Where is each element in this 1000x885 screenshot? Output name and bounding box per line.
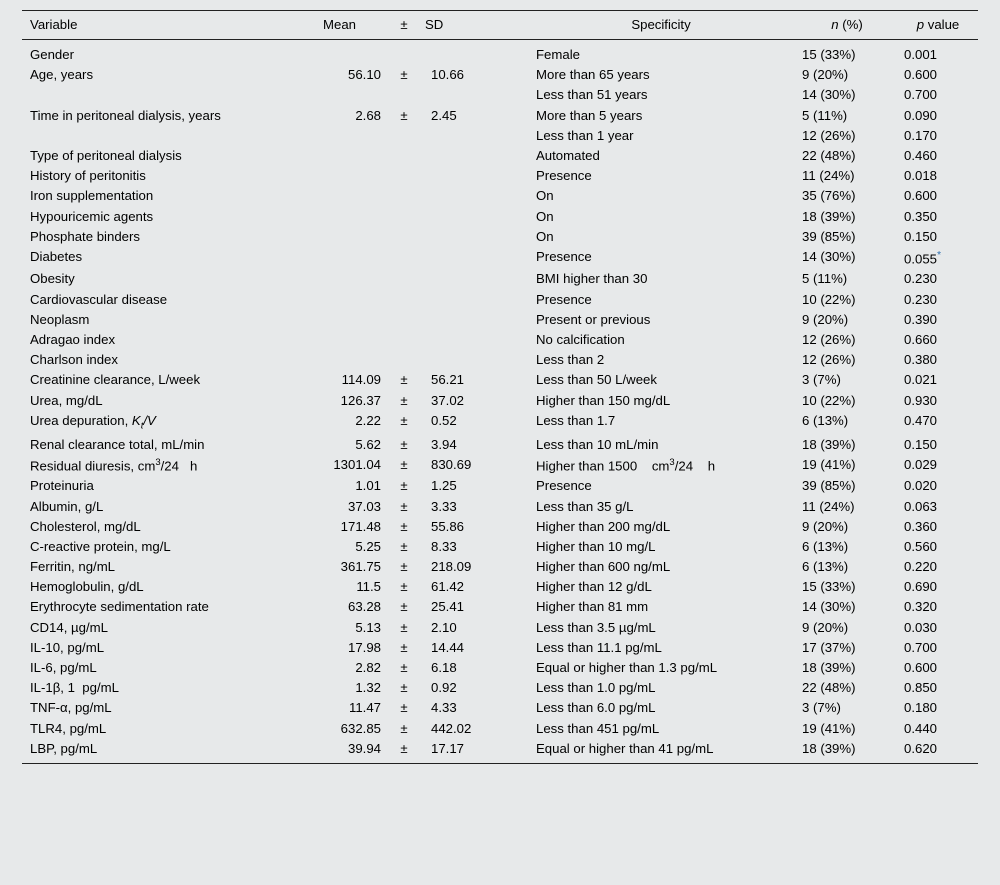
cell-mean: 1.01	[355, 478, 381, 494]
cell-mean	[292, 350, 387, 370]
cell-p-value: 0.020	[904, 478, 938, 494]
cell-specificity: Higher than 12 g/dL	[536, 579, 652, 595]
cell-p-value: 0.063	[904, 498, 938, 514]
cell-specificity: Less than 1 year	[536, 127, 634, 143]
cell-p-value: 0.350	[904, 208, 938, 224]
table-body	[22, 40, 978, 764]
cell-specificity: On	[536, 208, 554, 224]
cell-plusminus: ±	[400, 720, 408, 736]
cell-variable: LBP, pg/mL	[30, 740, 98, 756]
cell-plusminus: ±	[400, 412, 408, 428]
cell-specificity: Presence	[536, 478, 592, 494]
table-row	[22, 166, 978, 186]
cell-variable: IL-1β, 1 pg/mL	[30, 680, 119, 696]
cell-variable: Hypouricemic agents	[30, 208, 154, 224]
cell-n-percent: 18 (39%)	[802, 660, 856, 676]
cell-sd	[421, 145, 526, 165]
cell-variable: Erythrocyte sedimentation rate	[30, 599, 209, 615]
cell-mean	[292, 125, 387, 145]
table-row	[22, 125, 978, 145]
table-row	[22, 329, 978, 349]
cell-n-percent: 14 (30%)	[802, 599, 856, 615]
cell-variable: Cholesterol, mg/dL	[30, 518, 141, 534]
table-row	[22, 597, 978, 617]
cell-specificity: Higher than 10 mg/L	[536, 538, 656, 554]
cell-p-value: 0.320	[904, 599, 938, 615]
cell-specificity: More than 65 years	[536, 67, 650, 83]
table-row	[22, 105, 978, 125]
cell-plusminus: ±	[400, 372, 408, 388]
cell-n-percent: 10 (22%)	[802, 291, 856, 307]
cell-n-percent: 17 (37%)	[802, 639, 856, 655]
cell-variable: Charlson index	[30, 352, 118, 368]
cell-specificity: Higher than 150 mg/dL	[536, 392, 671, 408]
cell-p-value: 0.230	[904, 271, 938, 287]
cell-plusminus: ±	[400, 538, 408, 554]
cell-plusminus	[387, 329, 421, 349]
cell-p-value: 0.150	[904, 228, 938, 244]
cell-variable: Albumin, g/L	[30, 498, 104, 514]
table-row	[22, 40, 978, 65]
cell-n-percent: 22 (48%)	[802, 147, 856, 163]
cell-sd: 218.09	[431, 559, 472, 575]
cell-p-value: 0.090	[904, 107, 938, 123]
cell-n-percent: 3 (7%)	[802, 700, 841, 716]
cell-p-value: 0.030	[904, 619, 938, 635]
cell-mean	[292, 145, 387, 165]
cell-variable: CD14, µg/mL	[30, 619, 108, 635]
cell-n-percent: 39 (85%)	[802, 478, 856, 494]
cell-sd	[421, 329, 526, 349]
cell-variable: Diabetes	[30, 248, 83, 264]
cell-variable: Proteinuria	[30, 478, 94, 494]
cell-specificity: Equal or higher than 1.3 pg/mL	[536, 660, 718, 676]
cell-sd: 25.41	[431, 599, 465, 615]
cell-n-percent: 19 (41%)	[802, 720, 856, 736]
column-header-specificity: Specificity	[526, 11, 796, 40]
cell-sd: 0.92	[431, 680, 457, 696]
cell-specificity: Less than 451 pg/mL	[536, 720, 660, 736]
cell-p-value: 0.170	[904, 127, 938, 143]
cell-variable: Neoplasm	[30, 311, 90, 327]
table-row	[22, 637, 978, 657]
table-row	[22, 617, 978, 637]
table-row	[22, 85, 978, 105]
cell-n-percent: 14 (30%)	[802, 87, 856, 103]
cell-mean: 2.22	[355, 412, 381, 428]
cell-variable: Urea depuration, $K_t/V$	[30, 412, 156, 432]
cell-sd	[421, 166, 526, 186]
cell-specificity: More than 5 years	[536, 107, 643, 123]
cell-mean	[292, 309, 387, 329]
cell-mean: 2.68	[355, 107, 381, 123]
cell-specificity: On	[536, 188, 554, 204]
cell-n-percent: 15 (33%)	[802, 579, 856, 595]
table-row	[22, 698, 978, 718]
cell-specificity: Presence	[536, 248, 592, 264]
column-header-variable: Variable	[22, 11, 292, 40]
cell-sd	[421, 85, 526, 105]
table-row	[22, 410, 978, 434]
cell-plusminus: ±	[400, 619, 408, 635]
cell-p-value: 0.690	[904, 579, 938, 595]
cell-p-value: 0.001	[904, 47, 938, 62]
cell-plusminus	[387, 350, 421, 370]
cell-plusminus	[387, 85, 421, 105]
cell-sd	[421, 289, 526, 309]
cell-n-percent: 18 (39%)	[802, 740, 856, 756]
cell-mean: 1301.04	[333, 456, 381, 472]
cell-sd	[421, 309, 526, 329]
cell-mean	[292, 40, 387, 65]
cell-variable: Time in peritoneal dialysis, years	[30, 107, 221, 123]
cell-sd: 2.45	[431, 107, 457, 123]
cell-variable: IL-6, pg/mL	[30, 660, 97, 676]
cell-sd	[421, 40, 526, 65]
cell-sd: 14.44	[431, 639, 465, 655]
cell-variable: C-reactive protein, mg/L	[30, 538, 171, 554]
column-header-sd: SD	[421, 11, 526, 40]
column-header-p-value: p value	[898, 11, 978, 40]
cell-p-value: 0.470	[904, 412, 938, 428]
cell-n-percent: 22 (48%)	[802, 680, 856, 696]
cell-variable	[22, 85, 292, 105]
cell-sd: 3.33	[431, 498, 457, 514]
cell-p-value: 0.021	[904, 372, 938, 388]
cell-plusminus	[387, 309, 421, 329]
cell-variable: IL-10, pg/mL	[30, 639, 105, 655]
cell-p-value: 0.180	[904, 700, 938, 716]
cell-plusminus	[387, 289, 421, 309]
cell-variable: Cardiovascular disease	[30, 291, 168, 307]
cell-sd: 10.66	[431, 67, 465, 83]
cell-sd: 17.17	[431, 740, 465, 756]
cell-plusminus	[387, 246, 421, 269]
cell-mean	[292, 186, 387, 206]
cell-sd: 6.18	[431, 660, 457, 676]
cell-sd	[421, 350, 526, 370]
cell-specificity: Higher than 600 ng/mL	[536, 559, 671, 575]
column-header-plusminus: ±	[387, 11, 421, 40]
table-row	[22, 246, 978, 269]
cell-sd: 37.02	[431, 392, 465, 408]
table-row	[22, 206, 978, 226]
cell-plusminus	[387, 125, 421, 145]
cell-mean: 5.62	[355, 436, 381, 452]
cell-mean: 2.82	[355, 660, 381, 676]
cell-variable	[22, 125, 292, 145]
cell-variable: Renal clearance total, mL/min	[30, 436, 205, 452]
cell-specificity: Presence	[536, 168, 592, 184]
cell-n-percent: 6 (13%)	[802, 412, 849, 428]
cell-specificity: BMI higher than 30	[536, 271, 648, 287]
cell-p-value: 0.440	[904, 720, 938, 736]
cell-specificity: No calcification	[536, 332, 625, 348]
cell-n-percent: 18 (39%)	[802, 208, 856, 224]
cell-sd: 55.86	[431, 518, 465, 534]
cell-sd: 2.10	[431, 619, 457, 635]
cell-plusminus: ±	[400, 599, 408, 615]
cell-plusminus: ±	[400, 518, 408, 534]
cell-n-percent: 12 (26%)	[802, 127, 856, 143]
table-header	[22, 11, 978, 40]
cell-p-value: 0.620	[904, 740, 938, 756]
cell-plusminus: ±	[400, 392, 408, 408]
cell-mean: 17.98	[347, 639, 381, 655]
cell-specificity: Presence	[536, 291, 592, 307]
cell-n-percent: 10 (22%)	[802, 392, 856, 408]
cell-p-value: 0.029	[904, 456, 938, 472]
cell-sd: 442.02	[431, 720, 472, 736]
cell-n-percent: 5 (11%)	[802, 271, 848, 287]
cell-specificity: Present or previous	[536, 311, 651, 327]
cell-sd: 3.94	[431, 436, 457, 452]
cell-n-percent: 12 (26%)	[802, 352, 856, 368]
cell-plusminus: ±	[400, 660, 408, 676]
cell-p-value: 0.055*	[904, 248, 942, 267]
cell-mean	[292, 85, 387, 105]
table-row	[22, 516, 978, 536]
cell-n-percent: 15 (33%)	[802, 47, 856, 62]
cell-specificity: Equal or higher than 41 pg/mL	[536, 740, 714, 756]
table-row	[22, 226, 978, 246]
table-row	[22, 657, 978, 677]
cell-specificity: Female	[536, 47, 580, 62]
cell-variable: Gender	[30, 47, 74, 62]
cell-specificity: On	[536, 228, 554, 244]
cell-variable: Residual diuresis, $cm^3/24$ h	[30, 456, 198, 474]
cell-specificity: Less than 35 g/L	[536, 498, 634, 514]
cell-mean	[292, 246, 387, 269]
cell-mean	[292, 269, 387, 289]
cell-p-value: 0.600	[904, 67, 938, 83]
table-row	[22, 738, 978, 763]
cell-sd	[421, 246, 526, 269]
table-row	[22, 434, 978, 454]
cell-mean: 126.37	[340, 392, 381, 408]
cell-n-percent: 3 (7%)	[802, 372, 841, 388]
cell-p-value: 0.360	[904, 518, 938, 534]
cell-p-value: 0.018	[904, 168, 938, 184]
cell-n-percent: 35 (76%)	[802, 188, 856, 204]
statistics-table	[22, 10, 978, 764]
cell-mean: 171.48	[340, 518, 381, 534]
cell-sd: 56.21	[431, 372, 465, 388]
cell-variable: Creatinine clearance, L/week	[30, 372, 201, 388]
table-row	[22, 557, 978, 577]
cell-n-percent: 19 (41%)	[802, 456, 856, 472]
cell-p-value: 0.600	[904, 660, 938, 676]
cell-plusminus	[387, 145, 421, 165]
cell-sd: 0.52	[431, 412, 457, 428]
cell-mean: 56.10	[347, 67, 381, 83]
table-row	[22, 350, 978, 370]
cell-variable: Hemoglobulin, g/dL	[30, 579, 144, 595]
cell-mean	[292, 206, 387, 226]
cell-n-percent: 9 (20%)	[802, 619, 849, 635]
table-row	[22, 496, 978, 516]
cell-specificity: Higher than 1500 $cm^3/24$ h	[536, 456, 716, 474]
cell-plusminus: ±	[400, 107, 408, 123]
cell-mean	[292, 329, 387, 349]
table-row	[22, 186, 978, 206]
cell-sd	[421, 186, 526, 206]
cell-plusminus: ±	[400, 700, 408, 716]
cell-p-value: 0.700	[904, 87, 938, 103]
cell-variable: Type of peritoneal dialysis	[30, 147, 182, 163]
cell-specificity: Less than 1.7	[536, 412, 616, 428]
cell-plusminus: ±	[400, 579, 408, 595]
cell-p-value: 0.460	[904, 147, 938, 163]
cell-mean	[292, 226, 387, 246]
cell-variable: TNF-α, pg/mL	[30, 700, 112, 716]
cell-mean	[292, 289, 387, 309]
table-row	[22, 145, 978, 165]
cell-plusminus: ±	[400, 639, 408, 655]
table-row	[22, 476, 978, 496]
cell-plusminus	[387, 40, 421, 65]
cell-variable: Ferritin, ng/mL	[30, 559, 116, 575]
cell-mean: 63.28	[347, 599, 381, 615]
cell-sd: 61.42	[431, 579, 465, 595]
cell-mean: 11.5	[356, 579, 381, 595]
table-row	[22, 309, 978, 329]
cell-specificity: Automated	[536, 147, 600, 163]
cell-p-value: 0.930	[904, 392, 938, 408]
table-row	[22, 577, 978, 597]
cell-p-value: 0.850	[904, 680, 938, 696]
cell-variable: Urea, mg/dL	[30, 392, 103, 408]
cell-p-value: 0.700	[904, 639, 938, 655]
cell-specificity: Less than 6.0 pg/mL	[536, 700, 656, 716]
cell-mean: 37.03	[347, 498, 381, 514]
cell-specificity: Higher than 81 mm	[536, 599, 649, 615]
cell-sd	[421, 125, 526, 145]
cell-specificity: Less than 11.1 pg/mL	[536, 639, 662, 655]
cell-plusminus	[387, 186, 421, 206]
table-row	[22, 454, 978, 476]
cell-n-percent: 11 (24%)	[802, 168, 855, 184]
cell-mean: 5.25	[355, 538, 381, 554]
cell-specificity: Higher than 200 mg/dL	[536, 518, 671, 534]
cell-variable: Iron supplementation	[30, 188, 154, 204]
cell-n-percent: 5 (11%)	[802, 107, 848, 123]
table-row	[22, 536, 978, 556]
cell-mean	[292, 166, 387, 186]
cell-plusminus: ±	[400, 67, 408, 83]
cell-specificity: Less than 10 mL/min	[536, 436, 659, 452]
statistics-table-container	[0, 10, 1000, 764]
cell-variable: Phosphate binders	[30, 228, 140, 244]
cell-mean: 1.32	[355, 680, 381, 696]
cell-variable: Adragao index	[30, 332, 116, 348]
cell-mean: 5.13	[355, 619, 381, 635]
table-row	[22, 370, 978, 390]
cell-n-percent: 9 (20%)	[802, 518, 849, 534]
table-row	[22, 269, 978, 289]
table-row	[22, 65, 978, 85]
header-row	[22, 11, 978, 40]
cell-plusminus	[387, 269, 421, 289]
table-row	[22, 390, 978, 410]
cell-plusminus: ±	[400, 436, 408, 452]
cell-specificity: Less than 51 years	[536, 87, 648, 103]
cell-mean: 632.85	[340, 720, 381, 736]
cell-plusminus: ±	[400, 498, 408, 514]
cell-sd: 1.25	[431, 478, 457, 494]
cell-specificity: Less than 2	[536, 352, 605, 368]
table-row	[22, 678, 978, 698]
cell-variable: TLR4, pg/mL	[30, 720, 107, 736]
cell-p-value: 0.220	[904, 559, 938, 575]
cell-n-percent: 6 (13%)	[802, 538, 849, 554]
cell-n-percent: 9 (20%)	[802, 67, 849, 83]
cell-sd: 830.69	[431, 456, 472, 472]
cell-mean: 114.09	[341, 372, 381, 388]
cell-sd	[421, 226, 526, 246]
cell-sd	[421, 206, 526, 226]
cell-p-value: 0.660	[904, 332, 938, 348]
cell-plusminus	[387, 206, 421, 226]
cell-n-percent: 39 (85%)	[802, 228, 856, 244]
column-header-mean: Mean	[292, 11, 387, 40]
cell-mean: 361.75	[340, 559, 381, 575]
cell-plusminus: ±	[400, 478, 408, 494]
cell-mean: 11.47	[348, 700, 381, 716]
cell-variable: Age, years	[30, 67, 94, 83]
cell-sd: 4.33	[431, 700, 457, 716]
table-row	[22, 289, 978, 309]
cell-p-value: 0.380	[904, 352, 938, 368]
cell-variable: History of peritonitis	[30, 168, 146, 184]
cell-p-value: 0.390	[904, 311, 938, 327]
cell-sd: 8.33	[431, 538, 457, 554]
cell-plusminus	[387, 226, 421, 246]
cell-plusminus	[387, 166, 421, 186]
cell-n-percent: 14 (30%)	[802, 248, 856, 264]
cell-n-percent: 18 (39%)	[802, 436, 856, 452]
table-row	[22, 718, 978, 738]
column-header-n-percent: n (%)	[796, 11, 898, 40]
cell-variable: Obesity	[30, 271, 75, 287]
cell-n-percent: 11 (24%)	[802, 498, 855, 514]
cell-n-percent: 9 (20%)	[802, 311, 849, 327]
cell-plusminus: ±	[400, 740, 408, 756]
cell-plusminus: ±	[400, 680, 408, 696]
cell-p-value: 0.150	[904, 436, 938, 452]
cell-n-percent: 12 (26%)	[802, 332, 856, 348]
cell-specificity: Less than 50 L/week	[536, 372, 657, 388]
cell-n-percent: 6 (13%)	[802, 559, 849, 575]
cell-p-value: 0.600	[904, 188, 938, 204]
cell-plusminus: ±	[400, 559, 408, 575]
cell-specificity: Less than 1.0 pg/mL	[536, 680, 656, 696]
cell-specificity: Less than 3.5 µg/mL	[536, 619, 656, 635]
cell-plusminus: ±	[400, 456, 408, 472]
cell-p-value: 0.230	[904, 291, 938, 307]
cell-mean: 39.94	[347, 740, 381, 756]
cell-p-value: 0.560	[904, 538, 938, 554]
cell-sd	[421, 269, 526, 289]
